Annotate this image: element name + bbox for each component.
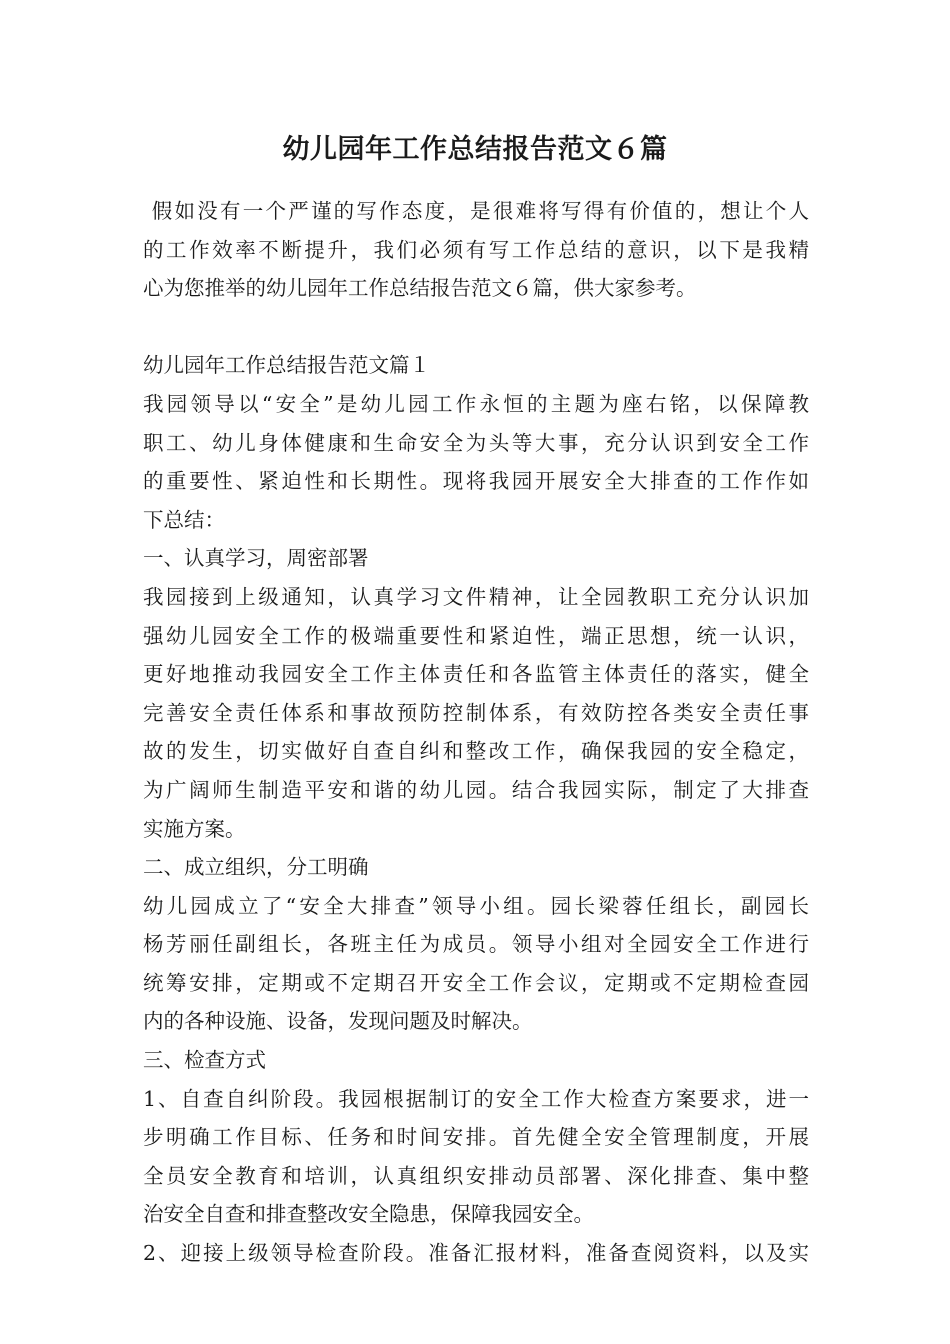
intro-line: 的工作效率不断提升，我们必须有写工作总结的意识，以下是我精 [143, 237, 809, 262]
paragraph-line: 实施方案。 [143, 816, 246, 841]
intro-line: 心为您推举的幼儿园年工作总结报告范文６篇，供大家参考。 [143, 276, 697, 301]
paragraph-line: 杨芳丽任副组长，各班主任为成员。领导小组对全园安全工作进行 [143, 932, 809, 957]
paragraph-line: 2、迎接上级领导检查阶段。准备汇报材料，准备查阅资料，以及实 [143, 1241, 809, 1266]
paragraph-gap [143, 308, 809, 347]
paragraph-line: 故的发生，切实做好自查自纠和整改工作，确保我园的安全稳定， [143, 739, 809, 764]
subheading: 二、成立组织，分工明确 [143, 855, 369, 880]
paragraph-line: 的重要性、紧迫性和长期性。现将我园开展安全大排查的工作作如 [143, 469, 809, 494]
paragraph-line: 强幼儿园安全工作的极端重要性和紧迫性，端正思想，统一认识， [143, 623, 809, 648]
paragraph-line: 职工、幼儿身体健康和生命安全为头等大事，充分认识到安全工作 [143, 430, 809, 455]
paragraph-line: 下总结： [143, 507, 225, 532]
document-title: 幼儿园年工作总结报告范文６篇 [282, 134, 668, 165]
paragraph-line: 更好地推动我园安全工作主体责任和各监管主体责任的落实，健全 [143, 662, 809, 687]
subheading: 三、检查方式 [143, 1048, 266, 1073]
subheading: 一、认真学习，周密部署 [143, 546, 369, 571]
paragraph-line: 全员安全教育和培训，认真组织安排动员部署、深化排查、集中整 [143, 1163, 809, 1188]
paragraph-line: 内的各种设施、设备，发现问题及时解决。 [143, 1009, 533, 1034]
paragraph-line: 治安全自查和排查整改安全隐患，保障我园安全。 [143, 1202, 594, 1227]
document-body [143, 192, 809, 1273]
paragraph-line: 我园领导以“安全”是幼儿园工作永恒的主题为座右铭，以保障教 [143, 391, 809, 416]
paragraph-line: 幼儿园成立了“安全大排查”领导小组。园长梁蓉任组长，副园长 [143, 893, 809, 918]
paragraph-line: 为广阔师生制造平安和谐的幼儿园。结合我园实际，制定了大排查 [143, 777, 809, 802]
paragraph-line: 步明确工作目标、任务和时间安排。首先健全安全管理制度，开展 [143, 1125, 809, 1150]
intro-line: 假如没有一个严谨的写作态度，是很难将写得有价值的，想让个人 [143, 199, 809, 223]
paragraph-line: 1、自查自纠阶段。我园根据制订的安全工作大检查方案要求，进一 [143, 1086, 809, 1111]
paragraph-line: 完善安全责任体系和事故预防控制体系，有效防控各类安全责任事 [143, 700, 809, 725]
paragraph-line: 我园接到上级通知，认真学习文件精神，让全园教职工充分认识加 [143, 584, 809, 609]
section-heading: 幼儿园年工作总结报告范文篇１ [143, 353, 430, 378]
paragraph-line: 统筹安排，定期或不定期召开安全工作会议，定期或不定期检查园 [143, 970, 809, 995]
